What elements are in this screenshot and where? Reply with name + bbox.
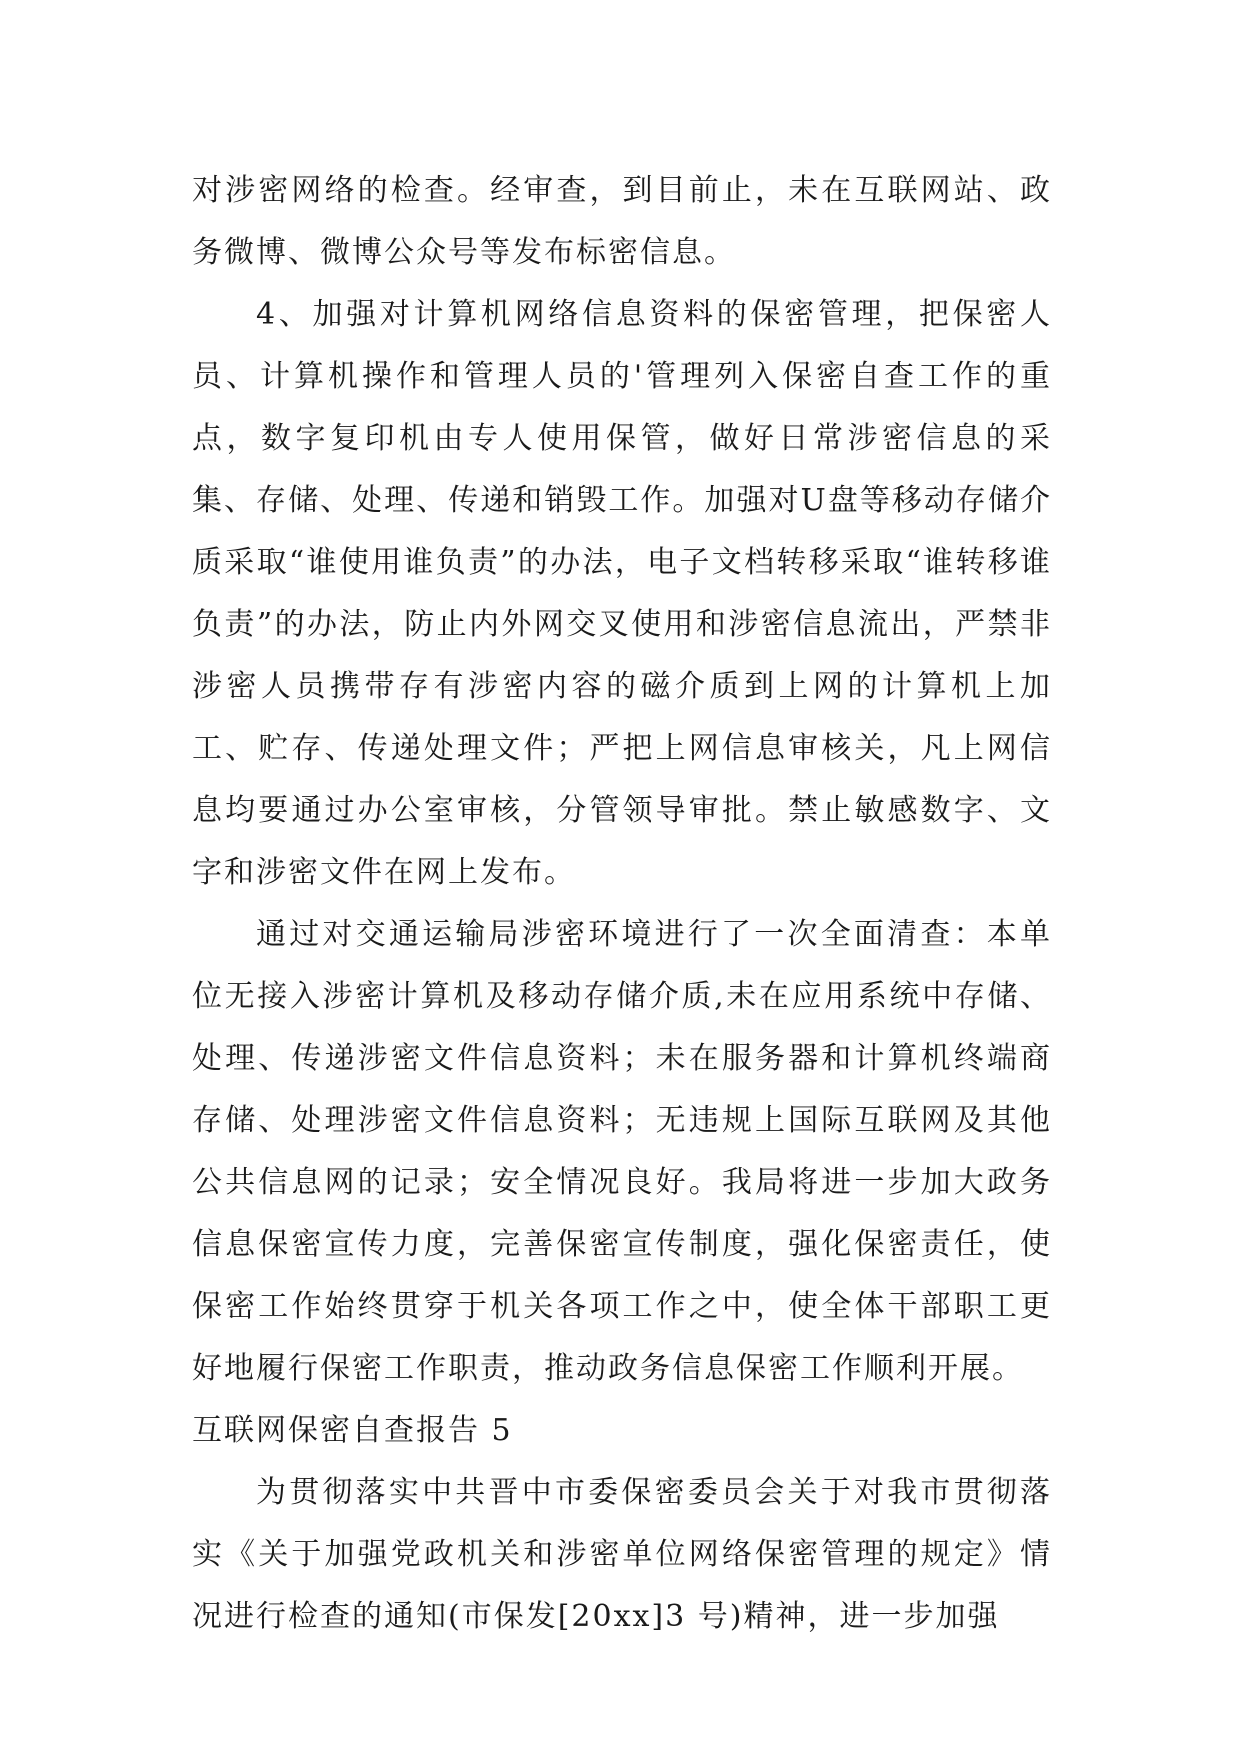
document-body xyxy=(192,160,1052,1648)
paragraph-network-check: 对涉密网络的检查。经审查，到目前止，未在互联网站、政务微博、微博公众号等发布标密信息。 xyxy=(192,173,1052,270)
paragraph-environment-inspection: 通过对交通运输局涉密环境进行了一次全面清查：本单位无接入涉密计算机及移动存储介质,未在应用系统中存储、处理、传递涉密文件信息资料；未在服务器和计算机终端商存储、处理涉密文件信息资料；无违规上国际互联网及其他公共信息网的记录；安全情况良好。我局将进一步加大政务信息保密宣传力度，完善保密宣传制度，强化保密责任，使保密工作始终贯穿于机关各项工作之中，使全体干部职工更好地履行保密工作职责，推动政务信息保密工作顺利开展。 xyxy=(192,917,1052,1386)
paragraph-report-5-intro: 为贯彻落实中共晋中市委保密委员会关于对我市贯彻落实《关于加强党政机关和涉密单位网络保密管理的规定》情况进行检查的通知(市保发[20xx]3 号)精神，进一步加强 xyxy=(192,1475,1052,1634)
section-heading-report-5: 互联网保密自查报告 5 xyxy=(192,1413,513,1448)
paragraph-computer-info-management: 4、加强对计算机网络信息资料的保密管理，把保密人员、计算机操作和管理人员的'管理列入保密自查工作的重点，数字复印机由专人使用保管，做好日常涉密信息的采集、存储、处理、传递和销毁工作。加强对U盘等移动存储介质采取“谁使用谁负责”的办法，电子文档转移采取“谁转移谁负责”的办法，防止内外网交叉使用和涉密信息流出，严禁非涉密人员携带存有涉密内容的磁介质到上网的计算机上加工、贮存、传递处理文件；严把上网信息审核关，凡上网信息均要通过办公室审核，分管领导审批。禁止敏感数字、文字和涉密文件在网上发布。 xyxy=(192,297,1052,890)
